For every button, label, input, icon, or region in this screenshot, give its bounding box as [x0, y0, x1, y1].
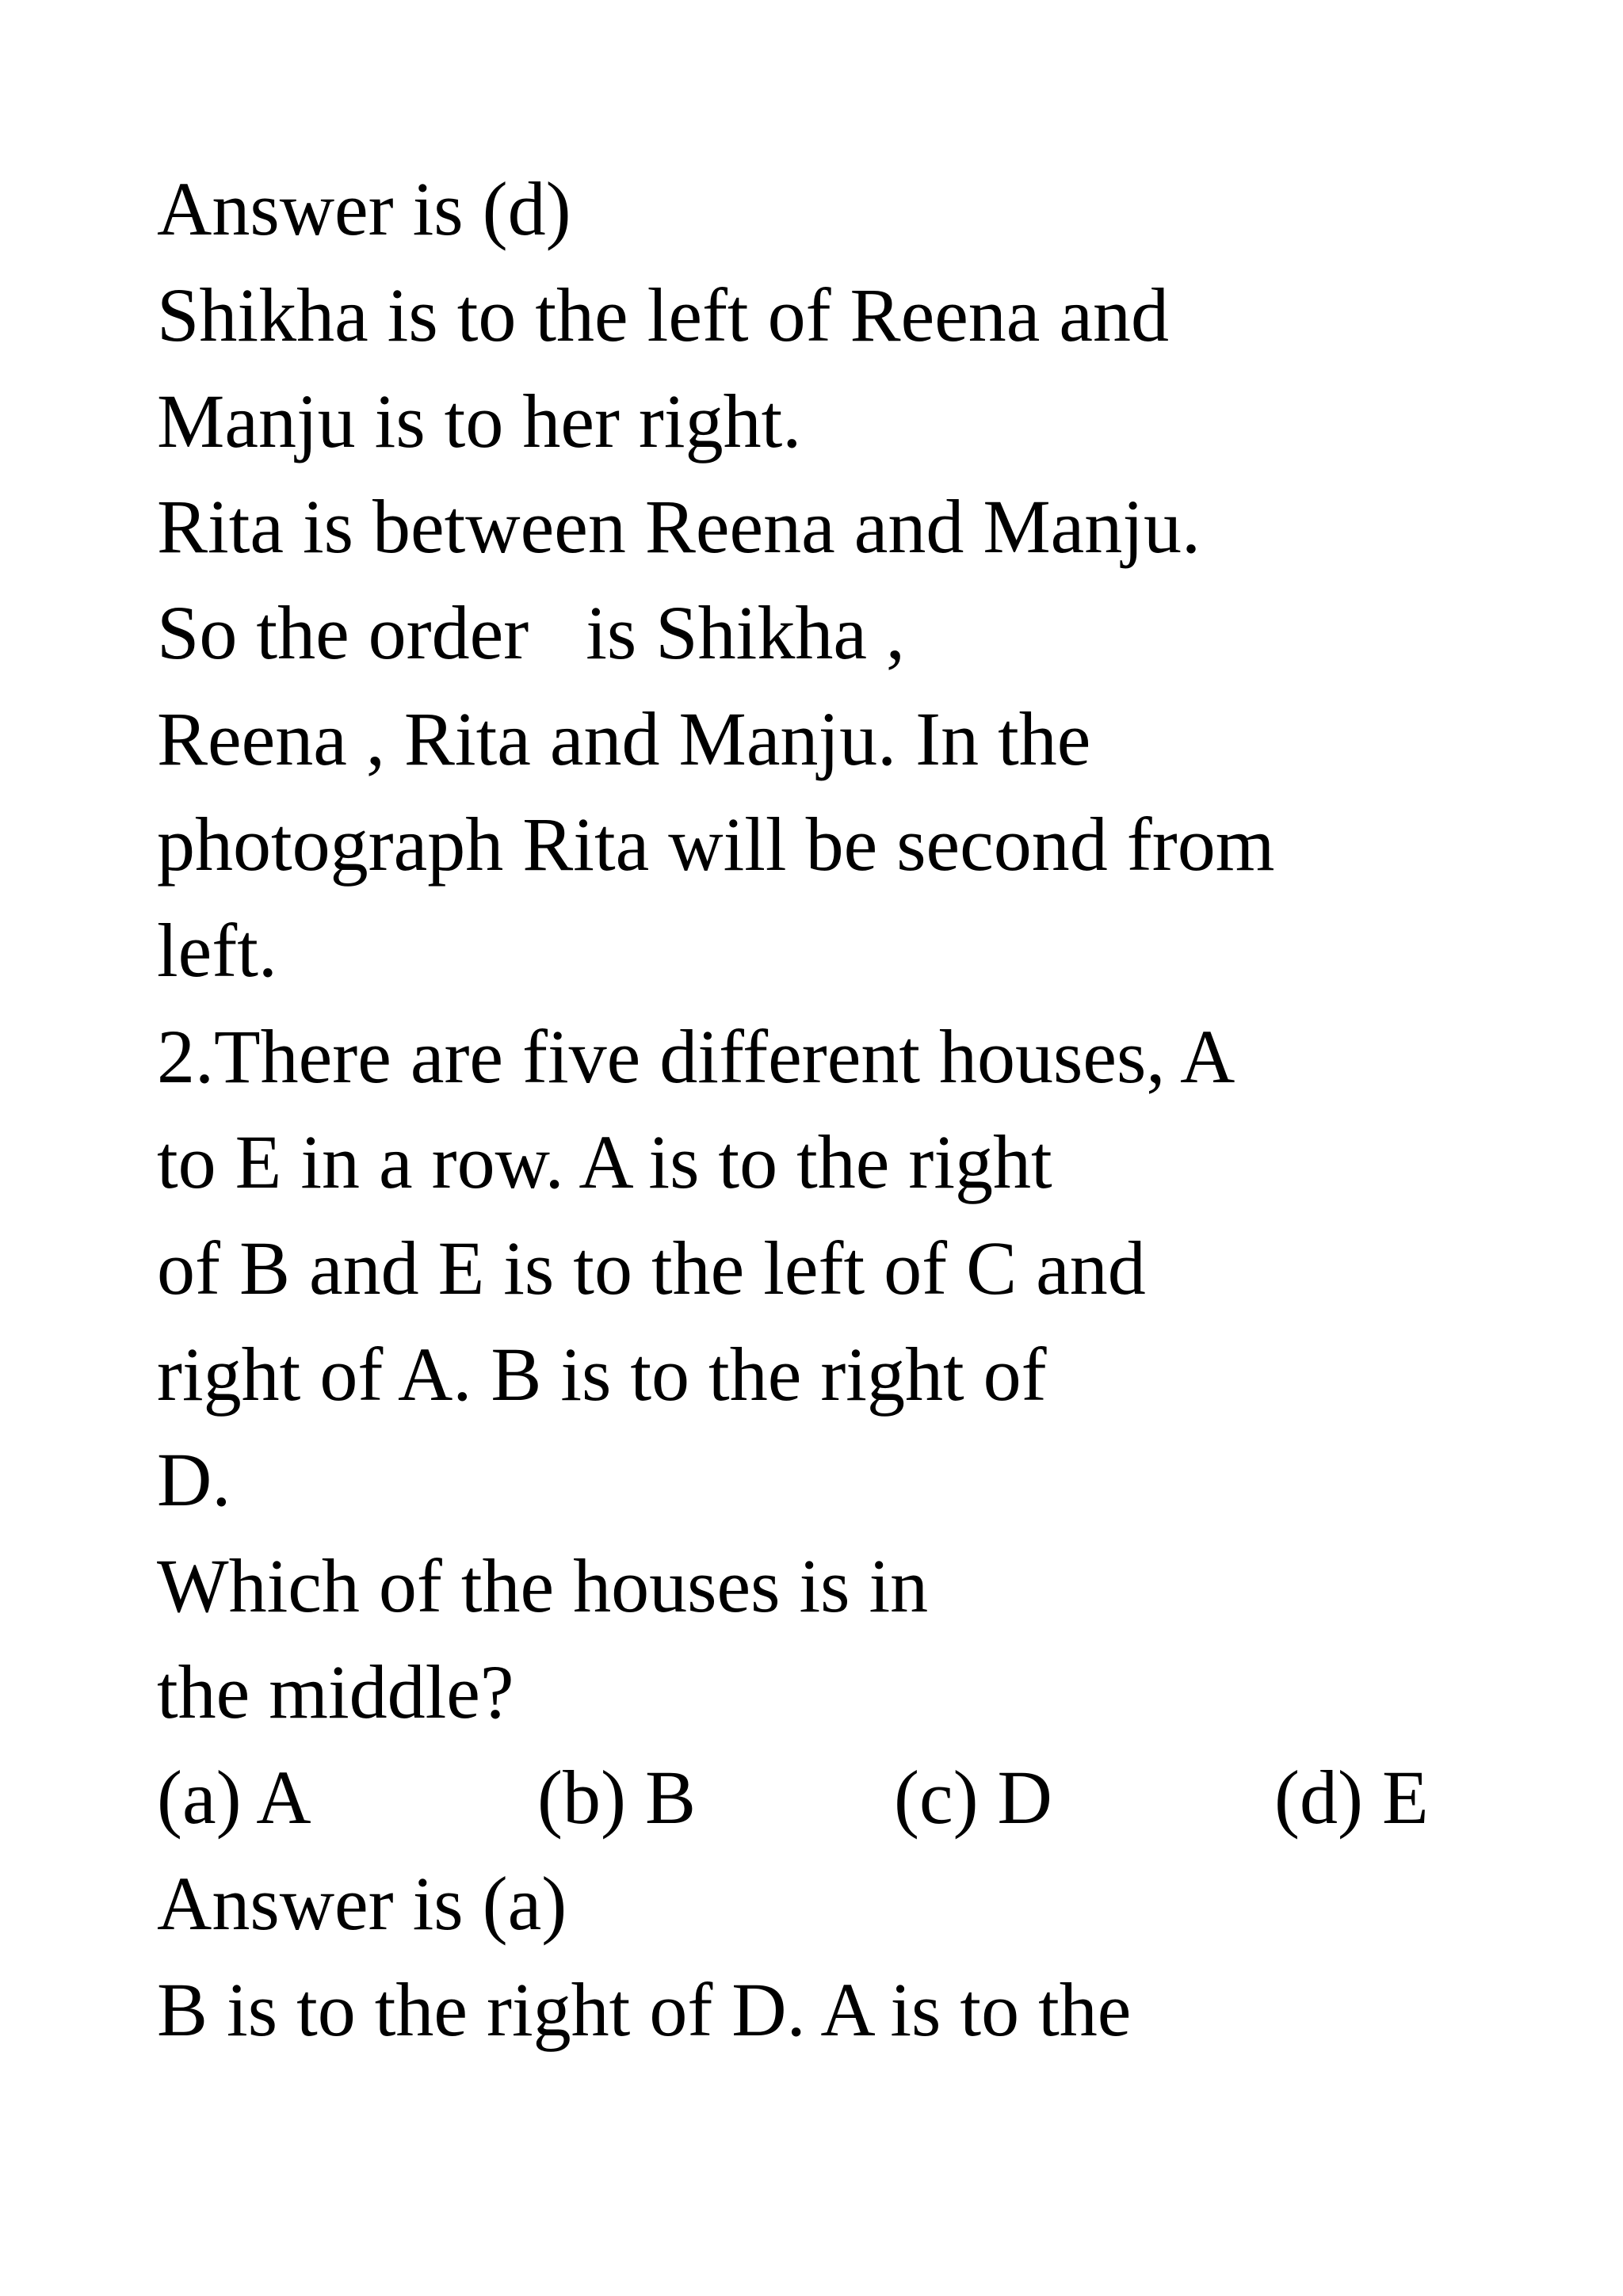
option-c: (c) D — [894, 1755, 1052, 1840]
text-line: Shikha is to the left of Reena and — [157, 273, 1170, 357]
question-text-line: to E in a row. A is to the right — [157, 1119, 1052, 1204]
question-text-line: of B and E is to the left of C and — [157, 1226, 1146, 1310]
question-text-line: right of A. B is to the right of — [157, 1332, 1047, 1417]
question-text-line: the middle? — [157, 1650, 514, 1734]
question-text-line: Which of the houses is in — [157, 1543, 929, 1628]
option-d: (d) E — [1274, 1755, 1429, 1840]
text-line: So the order is Shikha , — [157, 590, 905, 675]
text-line: Rita is between Reena and Manju. — [157, 484, 1201, 569]
text-line: photograph Rita will be second from — [157, 802, 1275, 887]
question-text-line: 2.There are five different houses, A — [157, 1014, 1235, 1099]
text-line: left. — [157, 908, 277, 993]
answer-line: Answer is (a) — [157, 1861, 567, 1946]
question-text-line: D. — [157, 1437, 231, 1522]
option-b: (b) B — [537, 1755, 696, 1840]
text-line: Answer is (d) — [157, 166, 571, 251]
text-line: Manju is to her right. — [157, 379, 802, 463]
option-a: (a) A — [157, 1755, 311, 1840]
text-line: Reena , Rita and Manju. In the — [157, 696, 1091, 781]
text-line: B is to the right of D. A is to the — [157, 1967, 1132, 2052]
